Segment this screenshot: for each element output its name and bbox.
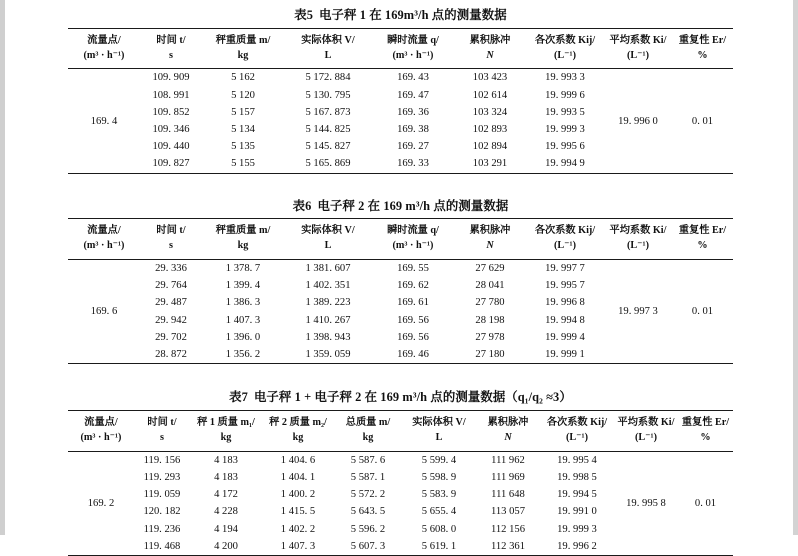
table-row	[68, 260, 733, 277]
cell-volume: 1 359. 059	[305, 349, 351, 361]
col-header-mass-1: 秤 1 质量 m₁/ kg	[197, 417, 255, 443]
col-header-pulses: 累积脉冲 N	[469, 34, 511, 61]
col-header-time: 时间 t/ s	[156, 225, 186, 252]
col-header-time: 时间 t/ s	[156, 34, 186, 61]
cell-volume: 1 402. 351	[305, 280, 351, 292]
cell-pulses: 103 291	[472, 158, 508, 170]
cell-time: 29. 702	[155, 331, 187, 343]
cell-mass-1: 4 194	[214, 523, 238, 535]
table-block-7	[68, 389, 733, 556]
cell-total-mass: 5 572. 2	[350, 489, 386, 501]
cell-instant-flow: 169. 62	[397, 280, 429, 292]
page-edge-right	[793, 0, 798, 535]
cell-instant-flow: 169. 33	[397, 158, 429, 170]
cell-kij: 19. 996 2	[557, 540, 597, 552]
cell-kij: 19. 999 6	[545, 89, 585, 101]
measurement-table-7	[68, 410, 733, 556]
cell-mass-2: 1 407. 3	[280, 540, 316, 552]
col-header-repeatability: 重复性 Er/ %	[678, 225, 727, 252]
cell-mass: 1 386. 3	[225, 297, 261, 309]
table-block-6	[68, 198, 733, 365]
cell-kij: 19. 991 0	[557, 506, 597, 518]
cell-time: 29. 487	[155, 297, 187, 309]
table-block-5	[68, 7, 733, 174]
flow-point-value: 169. 2	[87, 497, 115, 509]
cell-time: 29. 764	[155, 280, 187, 292]
cell-kij: 19. 998 5	[557, 471, 597, 483]
cell-mass: 1 399. 4	[225, 280, 261, 292]
cell-pulses: 102 894	[472, 141, 508, 153]
cell-volume: 5 655. 4	[421, 506, 457, 518]
cell-pulses: 113 057	[490, 506, 526, 518]
table-caption-text: 电子秤 1 + 电子秤 2 在 169 m³/h 点的测量数据（q₁/q₂ ≈3）	[253, 390, 572, 405]
col-header-repeatability: 重复性 Er/ %	[681, 417, 730, 443]
table-caption-text: 电子秤 2 在 169 m³/h 点的测量数据	[317, 198, 509, 213]
col-header-ki: 平均系数 Ki/ (L⁻¹)	[617, 417, 675, 443]
cell-total-mass: 5 607. 3	[350, 540, 386, 552]
cell-volume: 1 381. 607	[305, 263, 351, 274]
cell-mass: 1 407. 3	[225, 314, 261, 326]
flow-point-value: 169. 4	[90, 115, 118, 127]
cell-mass: 5 134	[231, 124, 255, 135]
cell-kij: 19. 999 3	[557, 523, 597, 535]
cell-kij: 19. 994 8	[545, 314, 585, 326]
table-caption-number: 表7	[229, 390, 248, 405]
cell-mass: 5 157	[231, 106, 255, 118]
cell-pulses: 111 962	[491, 454, 525, 466]
table-header-row	[68, 411, 733, 451]
cell-mass: 5 135	[231, 141, 255, 153]
cell-volume: 5 583. 9	[421, 489, 457, 501]
col-header-ki: 平均系数 Ki/ (L⁻¹)	[609, 34, 667, 61]
repeatability-value: 0. 01	[691, 115, 714, 127]
cell-pulses: 28 198	[475, 314, 505, 326]
cell-kij: 19. 993 3	[545, 72, 585, 84]
cell-time: 109. 346	[152, 124, 190, 135]
table-caption-6	[68, 198, 733, 219]
cell-kij: 19. 993 5	[545, 106, 585, 118]
col-header-mass: 秤重质量 m/ kg	[215, 34, 271, 61]
cell-mass: 5 120	[231, 89, 255, 101]
flow-point-value: 169. 6	[90, 306, 118, 318]
cell-kij: 19. 994 5	[557, 489, 597, 501]
cell-kij: 19. 997 7	[545, 263, 585, 274]
cell-kij: 19. 994 9	[545, 158, 585, 170]
repeatability-value: 0. 01	[691, 306, 714, 318]
table-row	[68, 69, 733, 86]
cell-time: 109. 827	[152, 158, 190, 170]
cell-total-mass: 5 587. 6	[350, 454, 386, 466]
average-k-value: 19. 996 0	[618, 115, 658, 127]
cell-time: 119. 293	[143, 471, 181, 483]
cell-instant-flow: 169. 56	[397, 314, 429, 326]
cell-instant-flow: 169. 46	[397, 349, 429, 361]
cell-pulses: 28 041	[475, 280, 505, 292]
col-header-flow-point: 流量点/ (m³ · h⁻¹)	[83, 34, 125, 61]
col-header-mass-2: 秤 2 质量 m₂/ kg	[269, 417, 327, 443]
table-caption-7	[68, 389, 733, 410]
table-caption-text: 电子秤 1 在 169m³/h 点的测量数据	[319, 8, 507, 22]
cell-volume: 5 599. 4	[421, 454, 457, 466]
table-caption-number: 表5	[294, 8, 314, 22]
col-header-total-mass: 总质量 m/ kg	[345, 417, 391, 443]
cell-kij: 19. 995 4	[557, 454, 597, 466]
cell-volume: 1 398. 943	[305, 331, 351, 343]
col-header-time: 时间 t/ s	[147, 417, 177, 443]
cell-mass-1: 4 183	[214, 471, 238, 483]
col-header-volume: 实际体积 V/ L	[412, 417, 466, 443]
cell-mass-1: 4 172	[214, 489, 238, 501]
cell-volume: 5 144. 825	[305, 124, 351, 135]
cell-volume: 5 167. 873	[305, 106, 351, 118]
col-header-pulses: 累积脉冲 N	[469, 225, 511, 252]
cell-kij: 19. 996 8	[545, 297, 585, 309]
average-k-value: 19. 997 3	[618, 306, 658, 318]
cell-time: 29. 336	[155, 263, 187, 274]
col-header-kij: 各次系数 Kij/ (L⁻¹)	[546, 417, 608, 443]
table-header-row	[68, 29, 733, 69]
cell-kij: 19. 995 6	[545, 141, 585, 153]
cell-mass-2: 1 404. 1	[280, 471, 316, 483]
cell-pulses: 27 180	[475, 349, 505, 361]
col-header-volume: 实际体积 V/ L	[301, 34, 355, 61]
cell-mass-1: 4 200	[214, 540, 238, 552]
cell-mass-2: 1 400. 2	[280, 489, 316, 501]
cell-time: 119. 468	[143, 540, 181, 552]
tables-container	[68, 0, 733, 556]
cell-mass-2: 1 402. 2	[280, 523, 316, 535]
cell-volume: 5 598. 9	[421, 471, 457, 483]
cell-mass-1: 4 183	[214, 454, 238, 466]
cell-kij: 19. 999 1	[545, 349, 585, 361]
table-caption-number: 表6	[292, 198, 312, 213]
cell-mass: 1 378. 7	[225, 263, 261, 274]
cell-total-mass: 5 596. 2	[350, 523, 386, 535]
cell-time: 119. 236	[143, 523, 181, 535]
cell-kij: 19. 995 7	[545, 280, 585, 292]
cell-pulses: 103 324	[472, 106, 508, 118]
cell-instant-flow: 169. 47	[397, 89, 429, 101]
cell-instant-flow: 169. 36	[397, 106, 429, 118]
col-header-volume: 实际体积 V/ L	[301, 225, 355, 252]
cell-instant-flow: 169. 61	[397, 297, 429, 309]
cell-mass-2: 1 404. 6	[280, 454, 316, 466]
cell-pulses: 102 893	[472, 124, 508, 135]
cell-pulses: 111 648	[491, 489, 525, 501]
cell-pulses: 103 423	[472, 72, 508, 84]
cell-instant-flow: 169. 43	[397, 72, 429, 84]
cell-time: 28. 872	[155, 349, 187, 361]
cell-kij: 19. 999 4	[545, 331, 585, 343]
table-caption-5	[68, 7, 733, 28]
col-header-mass: 秤重质量 m/ kg	[215, 225, 271, 252]
cell-mass: 5 155	[231, 158, 255, 170]
cell-time: 108. 991	[152, 89, 190, 101]
cell-time: 119. 156	[143, 454, 181, 466]
cell-total-mass: 5 643. 5	[350, 506, 386, 518]
cell-pulses: 27 780	[475, 297, 505, 309]
table-row	[68, 452, 733, 469]
average-k-value: 19. 995 8	[626, 497, 666, 509]
cell-volume: 5 608. 0	[421, 523, 457, 535]
cell-mass-1: 4 228	[214, 506, 238, 518]
cell-total-mass: 5 587. 1	[350, 471, 386, 483]
col-header-flow-point: 流量点/ (m³ · h⁻¹)	[83, 225, 125, 252]
cell-pulses: 102 614	[472, 89, 508, 101]
cell-pulses: 111 969	[491, 471, 525, 483]
cell-instant-flow: 169. 27	[397, 141, 429, 153]
col-header-flow-point: 流量点/ (m³ · h⁻¹)	[80, 417, 122, 443]
cell-pulses: 27 978	[475, 331, 505, 343]
col-header-kij: 各次系数 Kij/ (L⁻¹)	[534, 225, 596, 252]
cell-volume: 5 172. 884	[305, 72, 351, 84]
cell-mass: 1 356. 2	[225, 349, 261, 361]
cell-mass: 1 396. 0	[225, 331, 261, 343]
cell-instant-flow: 169. 38	[397, 124, 429, 135]
cell-volume: 5 619. 1	[421, 540, 457, 552]
cell-mass: 5 162	[231, 72, 255, 84]
cell-volume: 1 389. 223	[305, 297, 351, 309]
col-header-instant-flow: 瞬时流量 q/ (m³ · h⁻¹)	[387, 225, 439, 252]
measurement-table-5	[68, 28, 733, 174]
cell-instant-flow: 169. 56	[397, 331, 429, 343]
cell-pulses: 112 156	[490, 523, 526, 535]
col-header-repeatability: 重复性 Er/ %	[678, 34, 727, 61]
col-header-ki: 平均系数 Ki/ (L⁻¹)	[609, 225, 667, 252]
repeatability-value: 0. 01	[694, 497, 717, 509]
table-header-row	[68, 219, 733, 259]
measurement-table-6	[68, 218, 733, 364]
cell-volume: 5 145. 827	[305, 141, 351, 153]
cell-mass-2: 1 415. 5	[280, 506, 316, 518]
document-page	[5, 0, 793, 552]
cell-time: 109. 440	[152, 141, 190, 153]
cell-pulses: 27 629	[475, 263, 505, 274]
col-header-pulses: 累积脉冲 N	[487, 417, 529, 443]
cell-time: 119. 059	[143, 489, 181, 501]
cell-time: 109. 909	[152, 72, 190, 84]
col-header-instant-flow: 瞬时流量 q/ (m³ · h⁻¹)	[387, 34, 439, 61]
cell-volume: 5 165. 869	[305, 158, 351, 170]
cell-time: 109. 852	[152, 106, 190, 118]
cell-pulses: 112 361	[490, 540, 526, 552]
cell-volume: 1 410. 267	[305, 314, 351, 326]
cell-volume: 5 130. 795	[305, 89, 351, 101]
cell-time: 29. 942	[155, 314, 187, 326]
cell-kij: 19. 999 3	[545, 124, 585, 135]
col-header-kij: 各次系数 Kij/ (L⁻¹)	[534, 34, 596, 61]
cell-time: 120. 182	[143, 506, 181, 518]
cell-instant-flow: 169. 55	[397, 263, 429, 274]
